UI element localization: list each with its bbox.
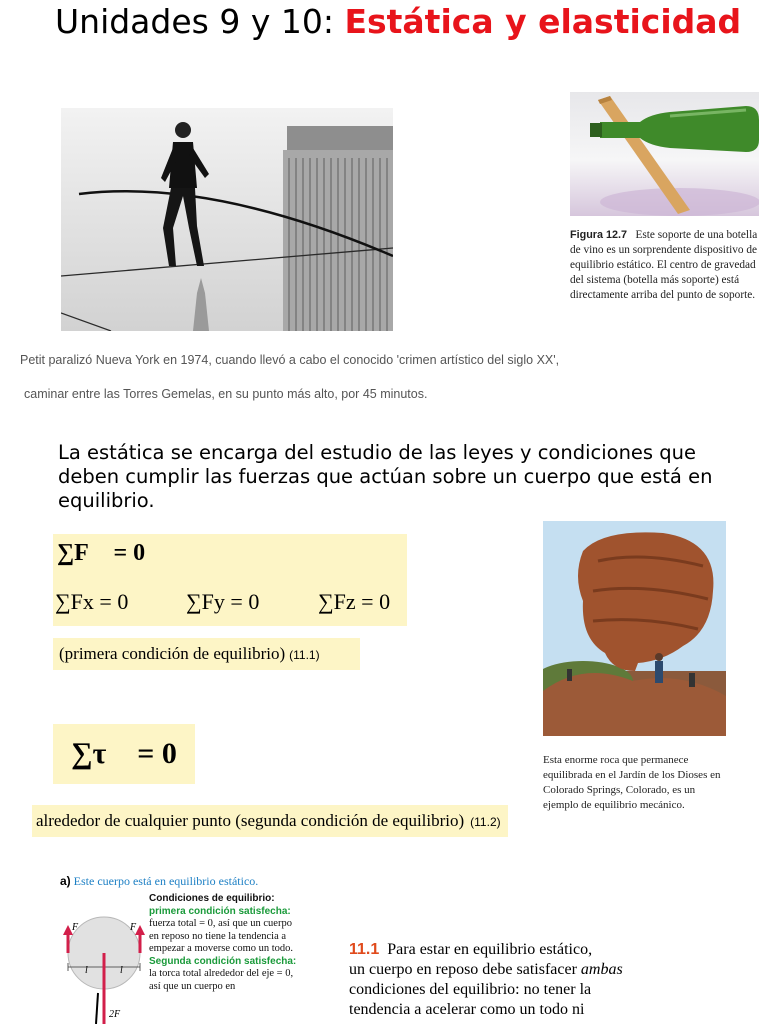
equation-number-11-2: (11.2) <box>470 815 501 829</box>
wine-caption-text: Este soporte de una botella de vino es un sorprendente dispositivo de equilibrio estático. El centro de gravedad del sistema (botella más soporte) está directamente arriba del punto de soporte. <box>570 229 758 301</box>
second-condition-text: alrededor de cualquier punto (segunda condición de equilibrio) <box>36 811 465 830</box>
sum-torque-equation: ∑τ⃗ = 0 <box>53 724 195 784</box>
sum-fx-equation: ∑Fx = 0 <box>55 589 129 614</box>
tightrope-caption-line-1: Petit paralizó Nueva York en 1974, cuando llevó a cabo el conocido 'crimen artístico del siglo XX', <box>20 353 560 367</box>
second-condition-explanation: la torca total alrededor del eje = 0, así que un cuerpo en <box>149 968 294 992</box>
page-title <box>55 4 755 40</box>
tightrope-caption-line-2: caminar entre las Torres Gemelas, en su punto más alto, por 45 minutos. <box>24 387 428 401</box>
section-number: 11.1 <box>349 941 380 958</box>
equation-number-11-1: (11.1) <box>289 648 320 662</box>
second-condition-ok: Segunda condición satisfecha: <box>149 955 297 967</box>
intro-paragraph: La estática se encarga del estudio de las leyes y condiciones que deben cumplir las fuerzas que actúan sobre un cuerpo que está en equilibrio. <box>58 441 713 512</box>
first-condition-explanation: fuerza total = 0, así que un cuerpo en reposo no tiene la tendencia a empezar a moverse como un todo. <box>149 918 294 954</box>
wine-caption <box>570 228 766 303</box>
balanced-rock-photo <box>543 521 726 736</box>
section-line-4: tendencia a acelerar como un todo ni <box>349 1001 585 1018</box>
wine-figure-label: Figura 12.7 <box>570 229 628 241</box>
section-line-2b: ambas <box>580 961 623 978</box>
diagram-label-f-left: F <box>72 922 79 933</box>
diagram-label-l-right: l <box>120 965 123 976</box>
first-condition-label <box>53 638 360 670</box>
first-condition-text: (primera condición de equilibrio) <box>59 644 286 663</box>
section-11-1-text <box>349 940 669 1020</box>
equilibrium-conditions-text <box>149 893 299 993</box>
force-equilibrium-equations <box>53 534 407 626</box>
first-condition-ok: primera condición satisfecha: <box>149 905 291 917</box>
tightrope-photo <box>61 108 393 331</box>
section-line-3: condiciones del equilibrio: no tener la <box>349 981 592 998</box>
diagram-label-2f: 2F <box>109 1009 121 1020</box>
diagram-label-f-right: F <box>130 922 137 933</box>
second-condition-label <box>32 805 508 837</box>
sum-force-equation: ∑F⃗ = 0 <box>57 540 146 566</box>
section-line-2a: un cuerpo en reposo debe satisfacer <box>349 961 581 978</box>
diagram-label-l-left: l <box>85 965 88 976</box>
equilibrium-diagram <box>60 893 150 1024</box>
conditions-heading: Condiciones de equilibrio: <box>149 893 275 904</box>
sum-fz-equation: ∑Fz = 0 <box>318 589 391 614</box>
rock-caption: Esta enorme roca que permanece equilibrada en el Jardín de los Dioses en Colorado Springs, Colorado, es un ejemplo de equilibrio mecánico. <box>543 754 721 811</box>
title-plain: Unidades 9 y 10: <box>55 2 345 41</box>
diagram-title <box>60 874 258 889</box>
title-accent: Estática y elasticidad <box>344 2 742 41</box>
diagram-part-label: a) <box>60 874 71 888</box>
section-line-1: Para estar en equilibrio estático, <box>387 941 593 958</box>
sum-fy-equation: ∑Fy = 0 <box>186 589 260 614</box>
wine-bottle-photo <box>570 92 759 216</box>
diagram-title-text: Este cuerpo está en equilibrio estático. <box>73 874 259 888</box>
